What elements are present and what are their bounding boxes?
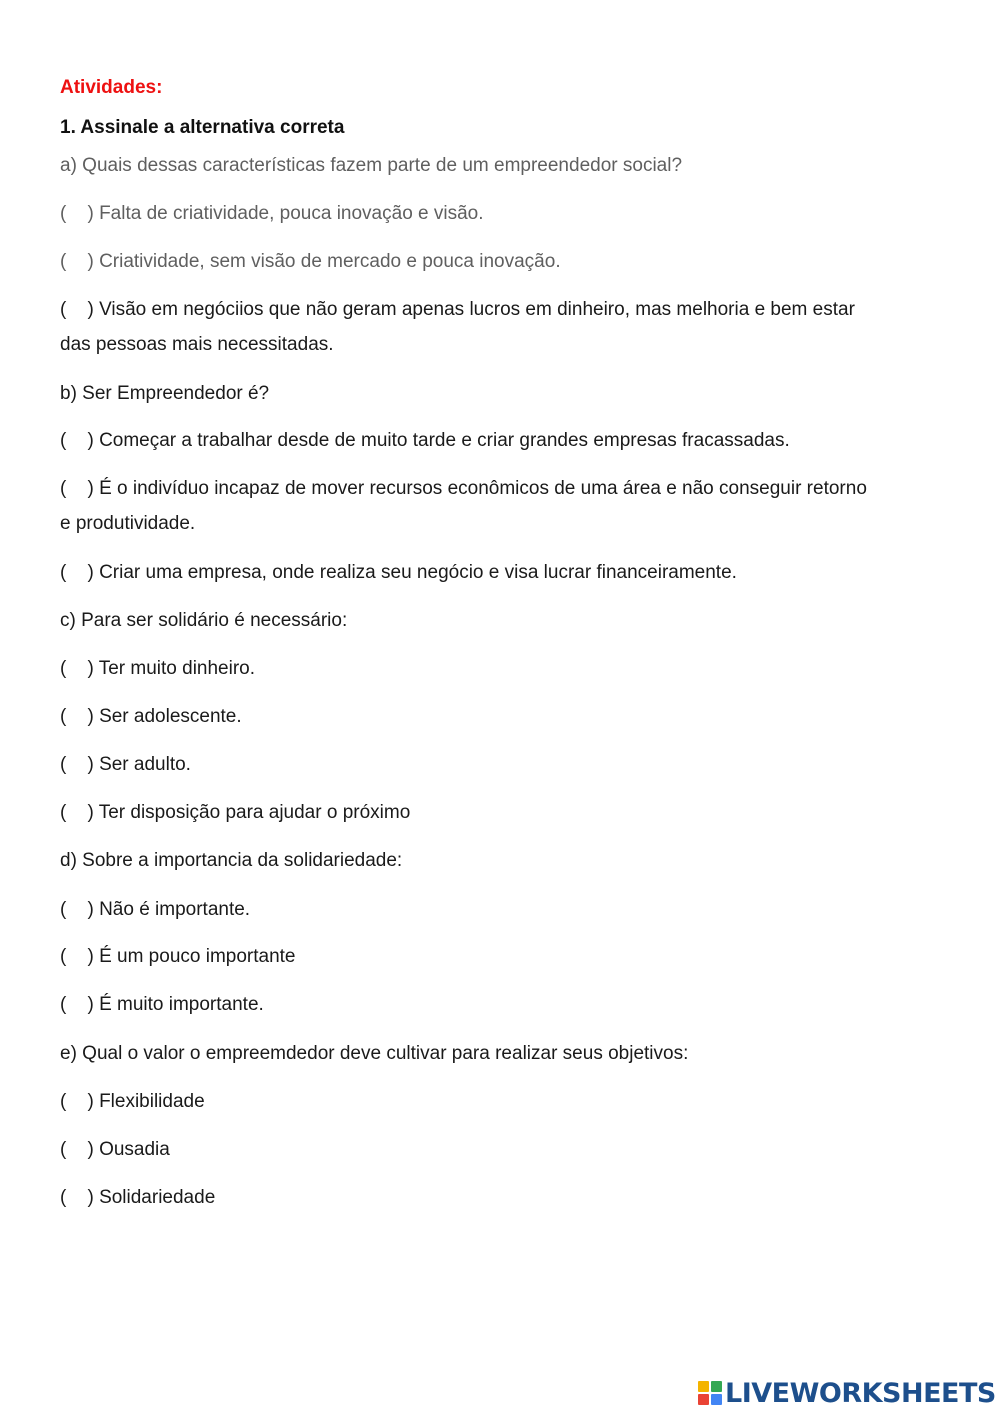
option-b1[interactable] <box>60 423 790 458</box>
checkbox-mark[interactable]: ( ) <box>60 478 94 499</box>
option-b3[interactable] <box>60 555 737 590</box>
question-c-prompt: c) Para ser solidário é necessário: <box>60 610 348 631</box>
liveworksheets-logo <box>698 1376 996 1410</box>
question-b-prompt: b) Ser Empreendedor é? <box>60 383 270 404</box>
option-label: Ser adulto. <box>99 754 191 775</box>
option-a1[interactable] <box>60 196 484 231</box>
logo-text: LIVEWORKSHEETS <box>725 1377 996 1409</box>
option-c2[interactable] <box>60 699 242 734</box>
question-title: 1. Assinale a alternativa correta <box>60 117 345 138</box>
checkbox-mark[interactable]: ( ) <box>60 299 94 320</box>
option-label: Criar uma empresa, onde realiza seu negócio e visa lucrar financeiramente. <box>99 562 737 583</box>
logo-cell-icon <box>711 1381 722 1392</box>
checkbox-mark[interactable]: ( ) <box>60 1091 94 1112</box>
option-label: Flexibilidade <box>99 1091 205 1112</box>
logo-grid-icon <box>698 1381 722 1405</box>
checkbox-mark[interactable]: ( ) <box>60 994 94 1015</box>
option-label: Não é importante. <box>99 899 251 920</box>
option-label: Falta de criatividade, pouca inovação e visão. <box>99 203 484 224</box>
option-a3[interactable] <box>60 292 880 362</box>
option-label: Ser adolescente. <box>99 706 242 727</box>
option-c4[interactable] <box>60 795 410 830</box>
option-label: É muito importante. <box>99 994 264 1015</box>
option-e3[interactable] <box>60 1180 215 1215</box>
checkbox-mark[interactable]: ( ) <box>60 1139 94 1160</box>
logo-cell-icon <box>711 1394 722 1405</box>
option-label: Visão em negóciios que não geram apenas lucros em dinheiro, mas melhoria e bem estar das pessoas mais necessitadas. <box>60 299 855 355</box>
option-e2[interactable] <box>60 1132 170 1167</box>
checkbox-mark[interactable]: ( ) <box>60 658 94 679</box>
checkbox-mark[interactable]: ( ) <box>60 251 94 272</box>
option-label: Começar a trabalhar desde de muito tarde e criar grandes empresas fracassadas. <box>99 430 790 451</box>
option-label: É o indivíduo incapaz de mover recursos econômicos de uma área e não conseguir retorno e produtividade. <box>60 478 867 534</box>
checkbox-mark[interactable]: ( ) <box>60 802 94 823</box>
checkbox-mark[interactable]: ( ) <box>60 754 94 775</box>
option-c3[interactable] <box>60 747 191 782</box>
option-label: Ter disposição para ajudar o próximo <box>98 802 411 823</box>
option-d3[interactable] <box>60 987 264 1022</box>
option-a2[interactable] <box>60 244 561 279</box>
option-d2[interactable] <box>60 939 296 974</box>
question-a-prompt: a) Quais dessas características fazem parte de um empreendedor social? <box>60 155 683 176</box>
checkbox-mark[interactable]: ( ) <box>60 946 94 967</box>
option-d1[interactable] <box>60 892 250 927</box>
option-b2[interactable] <box>60 471 880 541</box>
checkbox-mark[interactable]: ( ) <box>60 1187 94 1208</box>
section-title: Atividades: <box>60 77 163 98</box>
question-e-prompt: e) Qual o valor o empreemdedor deve cultivar para realizar seus objetivos: <box>60 1043 689 1064</box>
checkbox-mark[interactable]: ( ) <box>60 706 94 727</box>
question-d-prompt: d) Sobre a importancia da solidariedade: <box>60 850 403 871</box>
checkbox-mark[interactable]: ( ) <box>60 430 94 451</box>
option-label: Ousadia <box>99 1139 170 1160</box>
option-c1[interactable] <box>60 651 255 686</box>
option-e1[interactable] <box>60 1084 205 1119</box>
logo-cell-icon <box>698 1394 709 1405</box>
option-label: Criatividade, sem visão de mercado e pouca inovação. <box>99 251 561 272</box>
checkbox-mark[interactable]: ( ) <box>60 562 94 583</box>
option-label: É um pouco importante <box>99 946 296 967</box>
checkbox-mark[interactable]: ( ) <box>60 203 94 224</box>
logo-cell-icon <box>698 1381 709 1392</box>
option-label: Ter muito dinheiro. <box>98 658 256 679</box>
option-label: Solidariedade <box>99 1187 216 1208</box>
checkbox-mark[interactable]: ( ) <box>60 899 94 920</box>
